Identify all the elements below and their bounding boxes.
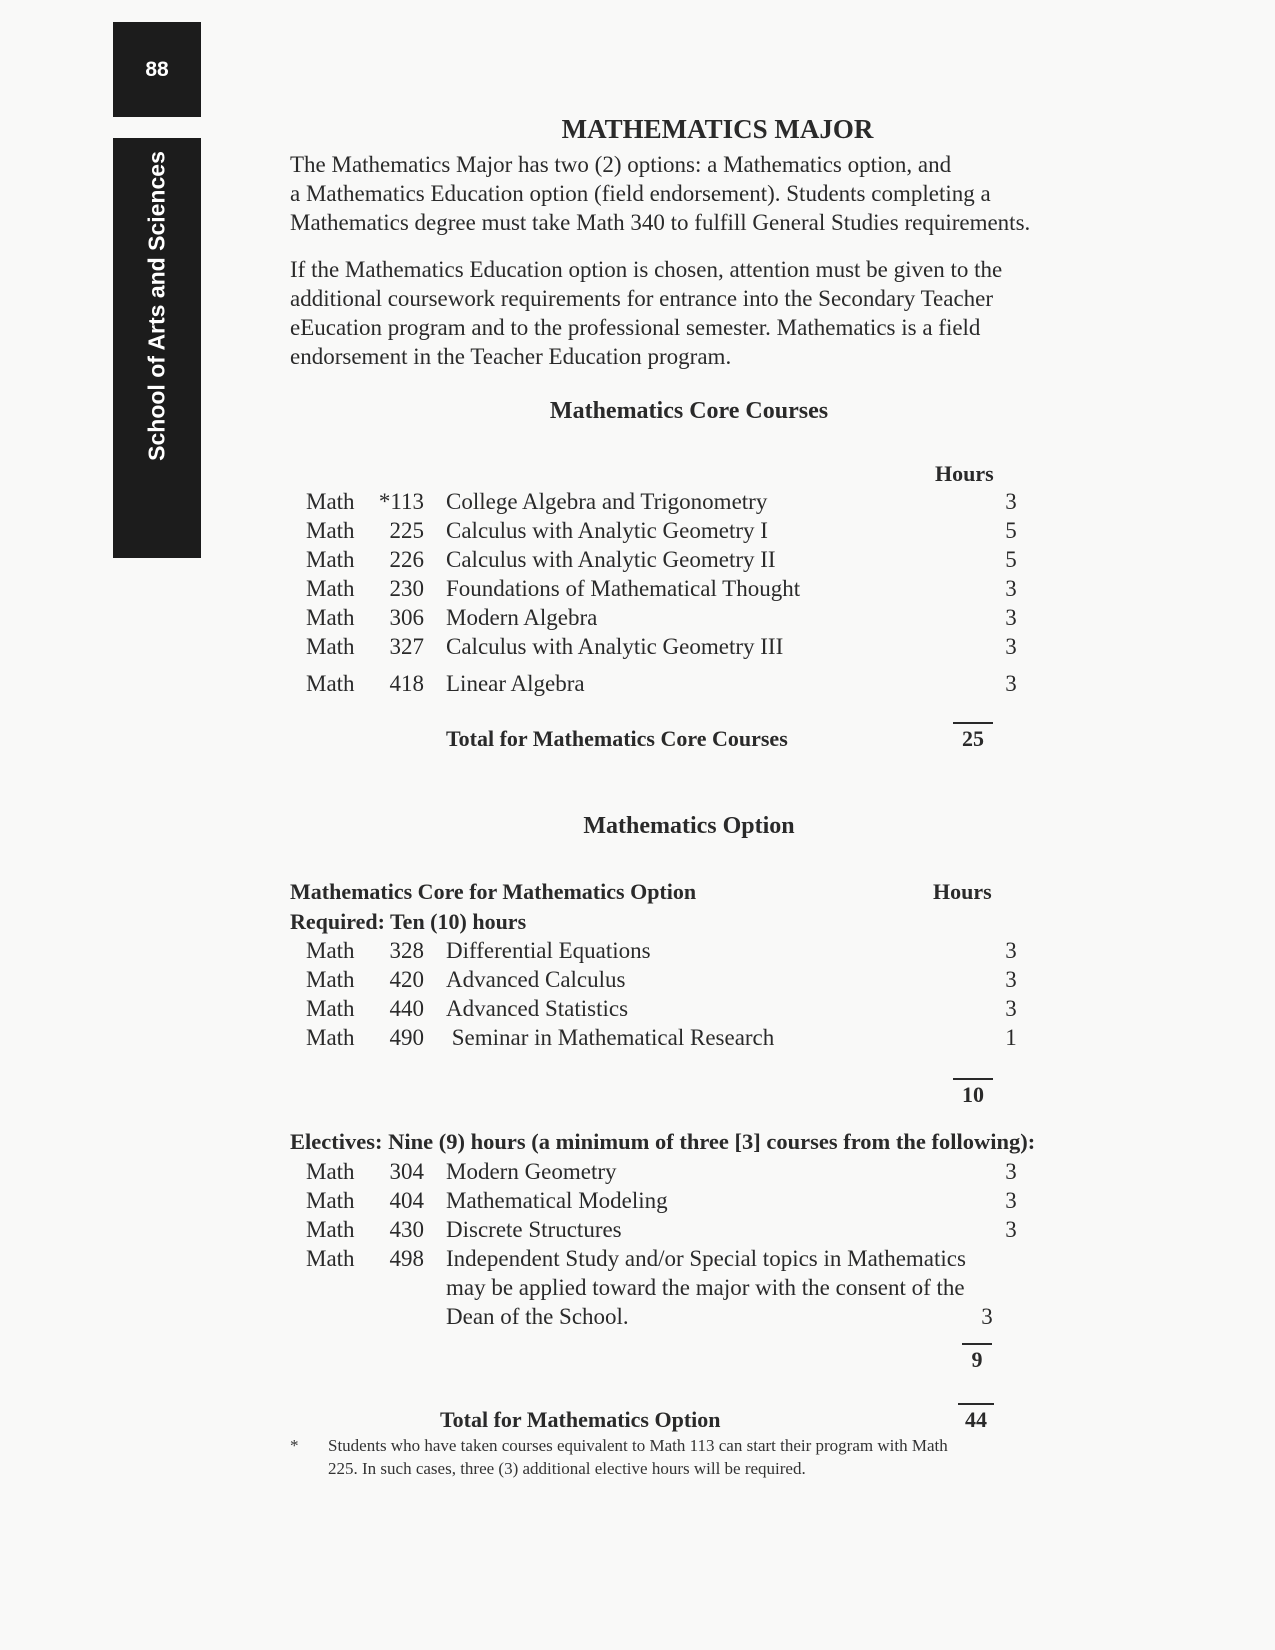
intro-paragraph <box>290 150 1088 237</box>
page-number-tab <box>113 22 201 117</box>
course-dept: Math <box>306 1159 355 1184</box>
course-dept: Math <box>306 1217 355 1242</box>
section-tab-label: School of Arts and Sciences <box>143 151 170 461</box>
course-number: 404 <box>389 1188 424 1213</box>
course-title: Independent Study and/or Special topics in Mathematics <box>446 1246 966 1271</box>
course-hours: 3 <box>1005 996 1017 1021</box>
course-description-line: Dean of the School. <box>446 1304 629 1329</box>
course-dept: Math <box>306 671 355 696</box>
course-dept: Math <box>306 605 355 630</box>
option-core-heading: Mathematics Core for Mathematics Option <box>290 879 697 904</box>
course-number: 306 <box>389 605 424 630</box>
course-title: Calculus with Analytic Geometry I <box>446 518 768 543</box>
course-title: Modern Geometry <box>446 1159 617 1184</box>
course-hours: 3 <box>981 1304 993 1329</box>
course-number: 226 <box>389 547 424 572</box>
course-number: 498 <box>389 1246 424 1271</box>
education-line: If the Mathematics Education option is chosen, attention must be given to the <box>290 257 1003 282</box>
course-number: 418 <box>389 671 424 696</box>
education-paragraph <box>290 255 1088 371</box>
course-title: Discrete Structures <box>446 1217 622 1242</box>
course-dept: Math <box>306 967 355 992</box>
core-course-row <box>306 605 1026 634</box>
education-line: endorsement in the Teacher Education program. <box>290 344 732 369</box>
course-title: Linear Algebra <box>446 671 585 696</box>
course-title: Differential Equations <box>446 938 651 963</box>
option-heading: Mathematics Option <box>583 813 795 839</box>
required-label: Required: Ten (10) hours <box>290 909 527 934</box>
elective-course-row <box>306 1188 1026 1217</box>
course-title: Advanced Statistics <box>446 996 629 1021</box>
option-hours-header: Hours <box>933 879 992 904</box>
intro-line: The Mathematics Major has two (2) options: a Mathematics option, and <box>290 152 952 177</box>
course-hours: 5 <box>1005 547 1017 572</box>
course-number: *113 <box>378 489 424 514</box>
course-dept: Math <box>306 489 355 514</box>
elective-course-row <box>306 1246 1026 1275</box>
core-total-label: Total for Mathematics Core Courses <box>446 726 788 751</box>
course-hours: 5 <box>1005 518 1017 543</box>
course-title: College Algebra and Trigonometry <box>446 489 768 514</box>
course-dept: Math <box>306 1246 355 1271</box>
course-hours: 3 <box>1005 489 1017 514</box>
education-line: additional coursework requirements for entrance into the Secondary Teacher <box>290 286 994 311</box>
required-course-row <box>306 1025 1026 1054</box>
required-course-row <box>306 996 1026 1025</box>
option-total-value: 44 <box>958 1403 994 1433</box>
course-hours: 3 <box>1005 1217 1017 1242</box>
elective-course-row <box>306 1159 1026 1188</box>
course-hours: 3 <box>1005 576 1017 601</box>
electives-total-value: 9 <box>962 1343 992 1373</box>
course-number: 420 <box>389 967 424 992</box>
course-number: 230 <box>389 576 424 601</box>
course-title: Calculus with Analytic Geometry III <box>446 634 784 659</box>
required-course-row <box>306 938 1026 967</box>
required-total-value: 10 <box>953 1078 993 1108</box>
core-hours-header: Hours <box>935 461 994 486</box>
course-number: 430 <box>389 1217 424 1242</box>
course-dept: Math <box>306 1188 355 1213</box>
electives-label: Electives: Nine (9) hours (a minimum of three [3] courses from the following): <box>290 1129 1036 1154</box>
course-title: Mathematical Modeling <box>446 1188 668 1213</box>
footnote-marker: * <box>290 1436 299 1455</box>
course-number: 304 <box>389 1159 424 1184</box>
course-title: Seminar in Mathematical Research <box>446 1025 775 1050</box>
core-course-row <box>306 576 1026 605</box>
core-course-row <box>306 489 1026 518</box>
course-dept: Math <box>306 518 355 543</box>
course-title: Calculus with Analytic Geometry II <box>446 547 776 572</box>
course-hours: 1 <box>1005 1025 1017 1050</box>
course-number: 328 <box>389 938 424 963</box>
core-course-row <box>306 547 1026 576</box>
course-title: Modern Algebra <box>446 605 598 630</box>
course-number: 225 <box>389 518 424 543</box>
course-dept: Math <box>306 634 355 659</box>
section-tab <box>113 138 201 558</box>
course-dept: Math <box>306 938 355 963</box>
required-course-row <box>306 967 1026 996</box>
core-total-value: 25 <box>953 722 993 752</box>
elective-course-row <box>306 1217 1026 1246</box>
course-title: Foundations of Mathematical Thought <box>446 576 801 601</box>
course-number: 327 <box>389 634 424 659</box>
intro-line: a Mathematics Education option (field endorsement). Students completing a <box>290 181 991 206</box>
core-course-row <box>306 671 1026 700</box>
course-hours: 3 <box>1005 1188 1017 1213</box>
core-course-row <box>306 634 1026 663</box>
course-hours: 3 <box>1005 1159 1017 1184</box>
course-dept: Math <box>306 996 355 1021</box>
course-title: Advanced Calculus <box>446 967 626 992</box>
page-title: MATHEMATICS MAJOR <box>561 114 874 144</box>
page-number: 88 <box>145 57 169 81</box>
course-hours: 3 <box>1005 967 1017 992</box>
course-hours: 3 <box>1005 938 1017 963</box>
course-dept: Math <box>306 547 355 572</box>
education-line: eEucation program and to the professional semester. Mathematics is a field <box>290 315 981 340</box>
course-dept: Math <box>306 576 355 601</box>
course-hours: 3 <box>1005 605 1017 630</box>
course-hours: 3 <box>1005 671 1017 696</box>
course-dept: Math <box>306 1025 355 1050</box>
footnote-line: 225. In such cases, three (3) additional elective hours will be required. <box>328 1459 806 1478</box>
core-courses-heading: Mathematics Core Courses <box>549 398 829 424</box>
footnote-line: Students who have taken courses equivalent to Math 113 can start their program with Math <box>328 1436 948 1455</box>
course-hours: 3 <box>1005 634 1017 659</box>
core-course-row <box>306 518 1026 547</box>
course-number: 490 <box>389 1025 424 1050</box>
course-description-line: may be applied toward the major with the consent of the <box>446 1275 965 1300</box>
intro-line: Mathematics degree must take Math 340 to fulfill General Studies requirements. <box>290 210 1031 235</box>
option-total-label: Total for Mathematics Option <box>440 1407 721 1432</box>
course-number: 440 <box>389 996 424 1021</box>
